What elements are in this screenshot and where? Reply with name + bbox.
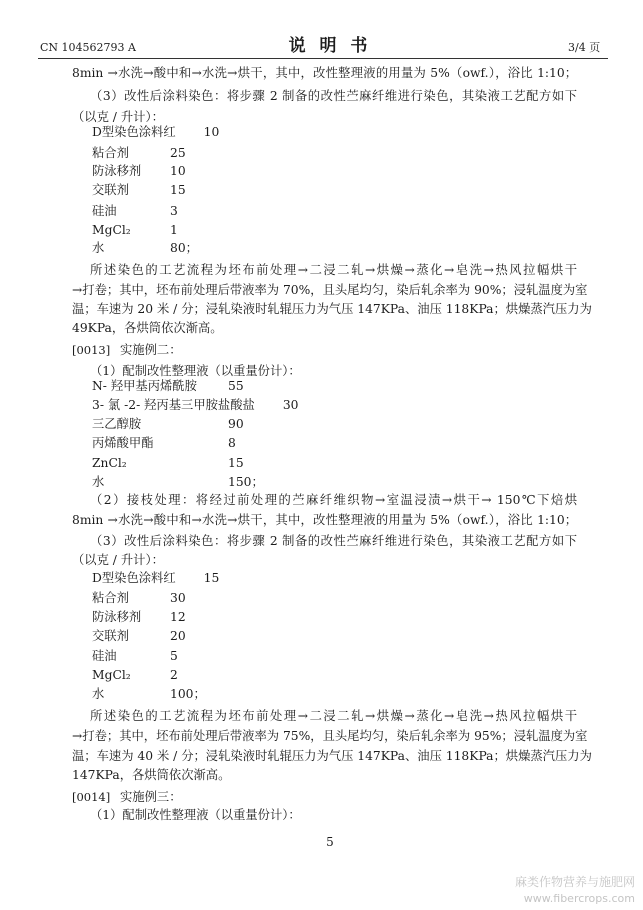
ingredient-amount: 15 (228, 456, 244, 470)
ingredient-name: N- 羟甲基丙烯酰胺 (92, 379, 197, 393)
recipe-item (92, 416, 244, 432)
body-line: （2）接枝处理：将经过前处理的苎麻纤维织物→室温浸渍→烘干→ 150℃下焙烘 (90, 493, 577, 507)
body-line: （1）配制改性整理液（以重量份计）： (90, 808, 301, 822)
example-heading: 实施例三： (120, 790, 182, 804)
ingredient-amount: 3 (170, 204, 178, 218)
body-line: （3）改性后涂料染色：将步骤 2 制备的改性苎麻纤维进行染色，其染液工艺配方如下 (90, 89, 577, 103)
body-line: 温；车速为 20 米 / 分；浸轧染液时轧辊压力为气压 147KPa、油压 118KPa；烘燥蒸汽压力为 (72, 302, 592, 316)
recipe-item (92, 222, 178, 238)
watermark-site-name: 麻类作物营养与施肥网 (514, 875, 635, 889)
ingredient-amount: 90 (228, 417, 244, 431)
ingredient-amount: 30 (282, 398, 299, 412)
ingredient-name: 水 (92, 687, 105, 701)
recipe-item (92, 203, 178, 219)
ingredient-name: 三乙醇胺 (92, 417, 142, 431)
document-title: 说 明 书 (288, 36, 372, 56)
page-indicator: 3/4 页 (568, 41, 601, 54)
ingredient-amount: 20 (170, 629, 186, 643)
example-heading: 实施例二： (120, 343, 182, 357)
ingredient-amount: 12 (170, 610, 186, 624)
body-line: →打卷；其中，坯布前处理后带液率为 75%，且头尾均匀，染后轧余率为 95%；浸轧温度为室 (72, 729, 588, 743)
ingredient-amount: 8 (228, 436, 236, 450)
body-line: 所述染色的工艺流程为坯布前处理→二浸二轧→烘燥→蒸化→皂洗→热风拉幅烘干 (90, 709, 577, 723)
ingredient-amount: 1 (170, 223, 178, 237)
ingredient-amount: 30 (170, 591, 186, 605)
patent-number: CN 104562793 A (40, 41, 136, 54)
recipe-item (92, 609, 186, 625)
recipe-item (92, 628, 186, 644)
recipe-item (92, 240, 198, 256)
ingredient-name: 水 (92, 241, 105, 255)
body-line: 147KPa，各烘筒依次渐高。 (72, 768, 231, 782)
ingredient-amount: 10 (203, 125, 220, 139)
body-line: 49KPa，各烘筒依次渐高。 (72, 321, 223, 335)
body-line: 8min →水洗→酸中和→水洗→烘干，其中，改性整理液的用量为 5%（owf.），浴比 1:10； (72, 66, 577, 80)
ingredient-name: 硅油 (92, 204, 117, 218)
ingredient-name: 水 (92, 475, 105, 489)
ingredient-name: 硅油 (92, 649, 117, 663)
header-rule (38, 58, 608, 59)
watermark-url: www.fibercrops.com (523, 892, 635, 905)
recipe-item (92, 455, 244, 471)
ingredient-amount: 80； (170, 241, 198, 255)
recipe-item (92, 590, 186, 606)
recipe-item (92, 435, 236, 451)
ingredient-name: 粘合剂 (92, 591, 129, 605)
page-number: 5 (326, 835, 334, 849)
body-line: 温；车速为 40 米 / 分；浸轧染液时轧辊压力为气压 147KPa、油压 118KPa；烘燥蒸汽压力为 (72, 749, 592, 763)
ingredient-name: 丙烯酸甲酯 (92, 436, 154, 450)
ingredient-name: 防泳移剂 (92, 610, 142, 624)
ingredient-name: D型染色涂料红 (92, 571, 176, 585)
ingredient-name: 粘合剂 (92, 146, 129, 160)
ingredient-name: ZnCl₂ (92, 456, 127, 470)
body-line: （1）配制改性整理液（以重量份计）： (90, 364, 301, 378)
body-line: →打卷；其中，坯布前处理后带液率为 70%，且头尾均匀，染后轧余率为 90%；浸轧温度为室 (72, 283, 588, 297)
ingredient-name: 3- 氯 -2- 羟丙基三甲胺盐酸盐 (92, 398, 255, 412)
body-line: （以克 / 升计）： (72, 110, 164, 124)
ingredient-name: MgCl₂ (92, 668, 131, 682)
ingredient-name: 交联剂 (92, 629, 129, 643)
ingredient-name: 防泳移剂 (92, 164, 142, 178)
recipe-item (92, 124, 219, 140)
body-line: 所述染色的工艺流程为坯布前处理→二浸二轧→烘燥→蒸化→皂洗→热风拉幅烘干 (90, 263, 577, 277)
recipe-item (92, 570, 219, 586)
recipe-item (92, 163, 186, 179)
ingredient-amount: 10 (170, 164, 186, 178)
paragraph-number: [0014] (72, 790, 111, 804)
ingredient-name: MgCl₂ (92, 223, 131, 237)
paragraph-number: [0013] (72, 343, 111, 357)
ingredient-amount: 100； (170, 687, 206, 701)
recipe-item (92, 145, 186, 161)
body-line: （以克 / 升计）： (72, 553, 164, 567)
ingredient-amount: 2 (170, 668, 178, 682)
ingredient-amount: 25 (170, 146, 186, 160)
recipe-item (92, 474, 264, 490)
ingredient-amount: 150； (228, 475, 264, 489)
body-line: 8min →水洗→酸中和→水洗→烘干，其中，改性整理液的用量为 5%（owf.），浴比 1:10； (72, 513, 577, 527)
ingredient-name: 交联剂 (92, 183, 129, 197)
ingredient-amount: 15 (170, 183, 186, 197)
recipe-item (92, 378, 244, 394)
body-line: （3）改性后涂料染色：将步骤 2 制备的改性苎麻纤维进行染色，其染液工艺配方如下 (90, 534, 577, 548)
ingredient-amount: 15 (203, 571, 220, 585)
recipe-item (92, 667, 178, 683)
ingredient-name: D型染色涂料红 (92, 125, 176, 139)
ingredient-amount: 5 (170, 649, 178, 663)
recipe-item (92, 397, 298, 413)
recipe-item (92, 686, 206, 702)
recipe-item (92, 648, 178, 664)
ingredient-amount: 55 (228, 379, 244, 393)
recipe-item (92, 182, 186, 198)
